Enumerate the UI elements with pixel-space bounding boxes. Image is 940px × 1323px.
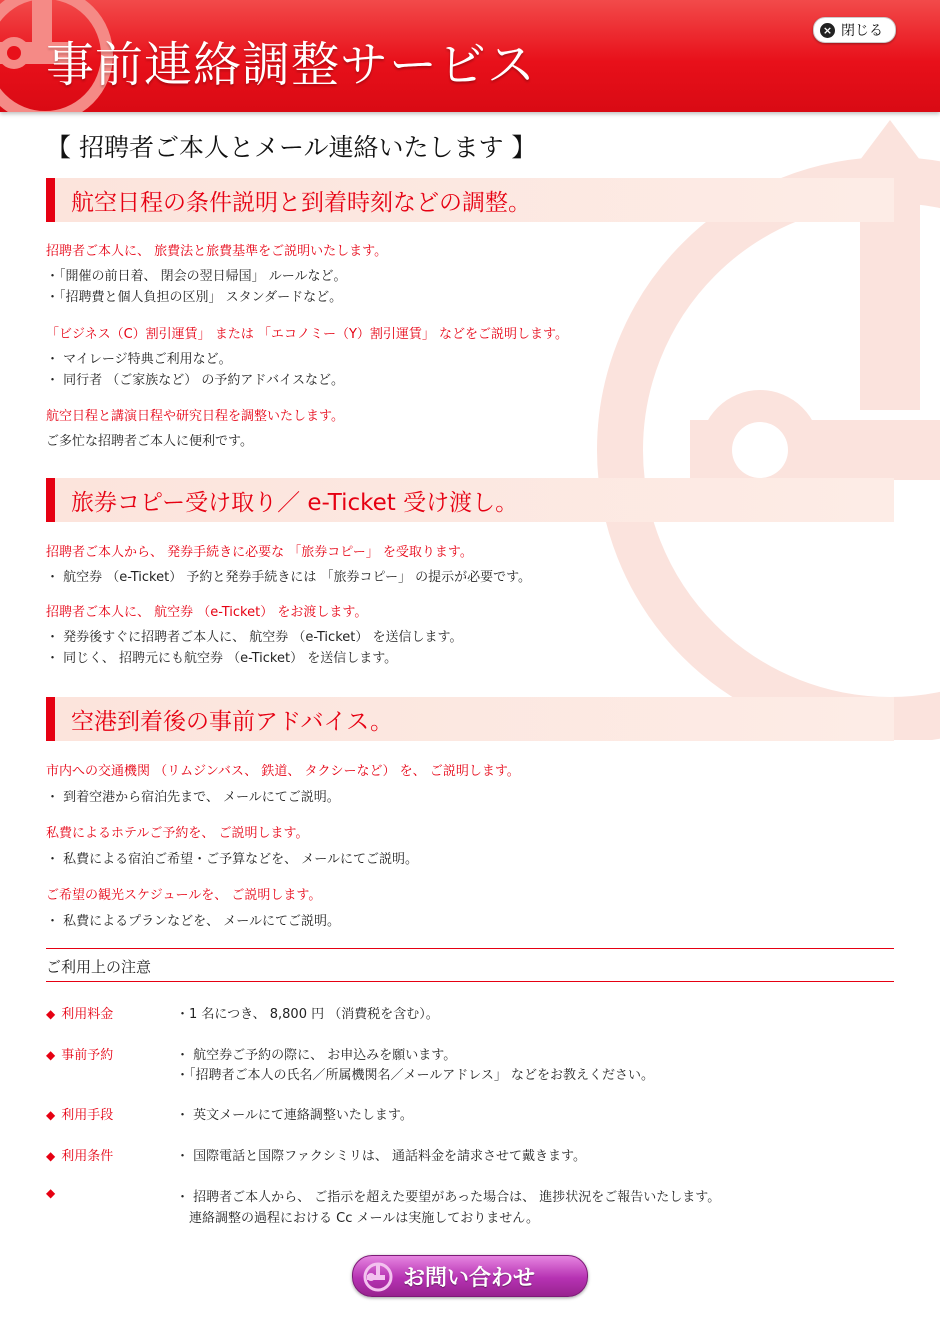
section-lead: 招聘者ご本人に、 航空券 （e-Ticket） をお渡します。 [46,605,368,620]
section-line: ・ 到着空港から宿泊先まで、 メールにてご説明。 [46,790,340,805]
section-line: ・「招聘費と個人負担の区別」 スタンダードなど。 [46,290,343,305]
note-label-other [46,1186,61,1201]
note-text: ・「招聘者ご本人の氏名／所属機関名／メールアドレス」 などをお教えください。 [176,1068,654,1083]
section-lead: 「ビジネス（C）割引運賃」 または 「エコノミー（Y）割引運賃」 などをご説明します。 [46,327,568,342]
note-text: ・ 英文メールにて連絡調整いたします。 [176,1108,413,1123]
diamond-bullet-icon: ◆ [46,1186,56,1200]
notes-header [46,948,894,982]
section-line: ご多忙な招聘者ご本人に便利です。 [46,434,253,449]
section-lead: 招聘者ご本人に、 旅費法と旅費基準をご説明いたします。 [46,244,388,259]
section-lead: 招聘者ご本人から、 発券手続きに必要な 「旅券コピー」 を受取ります。 [46,545,473,560]
note-label-fee [46,1003,113,1022]
note-label-reservation [46,1044,113,1063]
notes-title: ご利用上の注意 [46,958,152,976]
note-label-text: 利用料金 [61,1007,114,1022]
section-heading-text: 航空日程の条件説明と到着時刻などの調整。 [71,190,531,216]
section-heading-flight [46,178,894,222]
section-lead: 航空日程と講演日程や研究日程を調整いたします。 [46,409,344,424]
section-heading-text: 旅券コピー受け取り／ e-Ticket 受け渡し。 [71,490,519,516]
section-lead: ご希望の観光スケジュールを、 ご説明します。 [46,888,322,903]
diamond-bullet-icon: ◆ [46,1108,56,1122]
contact-button[interactable] [352,1255,588,1297]
note-label-text: 利用条件 [61,1149,114,1164]
page-title: 事前連絡調整サービス [46,37,537,93]
note-text: ・1 名につき、 8,800 円 （消費税を含む）。 [176,1007,439,1022]
close-circle-icon: × [820,23,835,38]
section-heading-ticket [46,478,894,522]
page-header [0,0,940,112]
wheel-logo-icon [361,1260,395,1294]
note-text: ・ 航空券ご予約の際に、 お申込みを願います。 [176,1048,457,1063]
diamond-bullet-icon: ◆ [46,1149,56,1163]
contact-label: お問い合わせ [403,1266,536,1291]
section-line: ・「開催の前日着、 閉会の翌日帰国」 ルールなど。 [46,269,347,284]
section-line: ・ マイレージ特典ご利用など。 [46,352,232,367]
note-label-method [46,1104,113,1123]
section-line: ・ 航空券 （e-Ticket） 予約と発券手続きには 「旅券コピー」 の提示が必要です。 [46,570,532,585]
section-line: ・ 私費によるプランなどを、 メールにてご説明。 [46,914,341,929]
note-text: ・ 招聘者ご本人から、 ご指示を超えた要望があった場合は、 進捗状況をご報告いたします。 [176,1190,721,1205]
section-heading-text: 空港到着後の事前アドバイス。 [71,709,393,735]
section-heading-airport [46,697,894,741]
note-text: ・ 国際電話と国際ファクシミリは、 通話料金を請求させて戴きます。 [176,1149,586,1164]
section-line: ・ 発券後すぐに招聘者ご本人に、 航空券 （e-Ticket） を送信します。 [46,630,463,645]
diamond-bullet-icon: ◆ [46,1048,56,1062]
diamond-bullet-icon: ◆ [46,1007,56,1021]
page-subtitle: 【 招聘者ご本人とメール連絡いたします 】 [46,133,537,162]
note-label-text: 利用手段 [61,1108,114,1123]
section-lead: 私費によるホテルご予約を、 ご説明します。 [46,826,309,841]
close-button[interactable] [813,17,896,43]
section-line: ・ 同じく、 招聘元にも航空券 （e-Ticket） を送信します。 [46,651,398,666]
section-line: ・ 同行者 （ご家族など） の予約アドバイスなど。 [46,373,345,388]
section-line: ・ 私費による宿泊ご希望・ご予算などを、 メールにてご説明。 [46,852,419,867]
note-text: 連絡調整の過程における Cc メールは実施しておりません。 [176,1211,540,1226]
note-label-conditions [46,1145,113,1164]
close-label: 閉じる [841,23,883,39]
note-label-text: 事前予約 [61,1048,114,1063]
section-lead: 市内への交通機関 （リムジンバス、 鉄道、 タクシーなど） を、 ご説明します。 [46,764,520,779]
